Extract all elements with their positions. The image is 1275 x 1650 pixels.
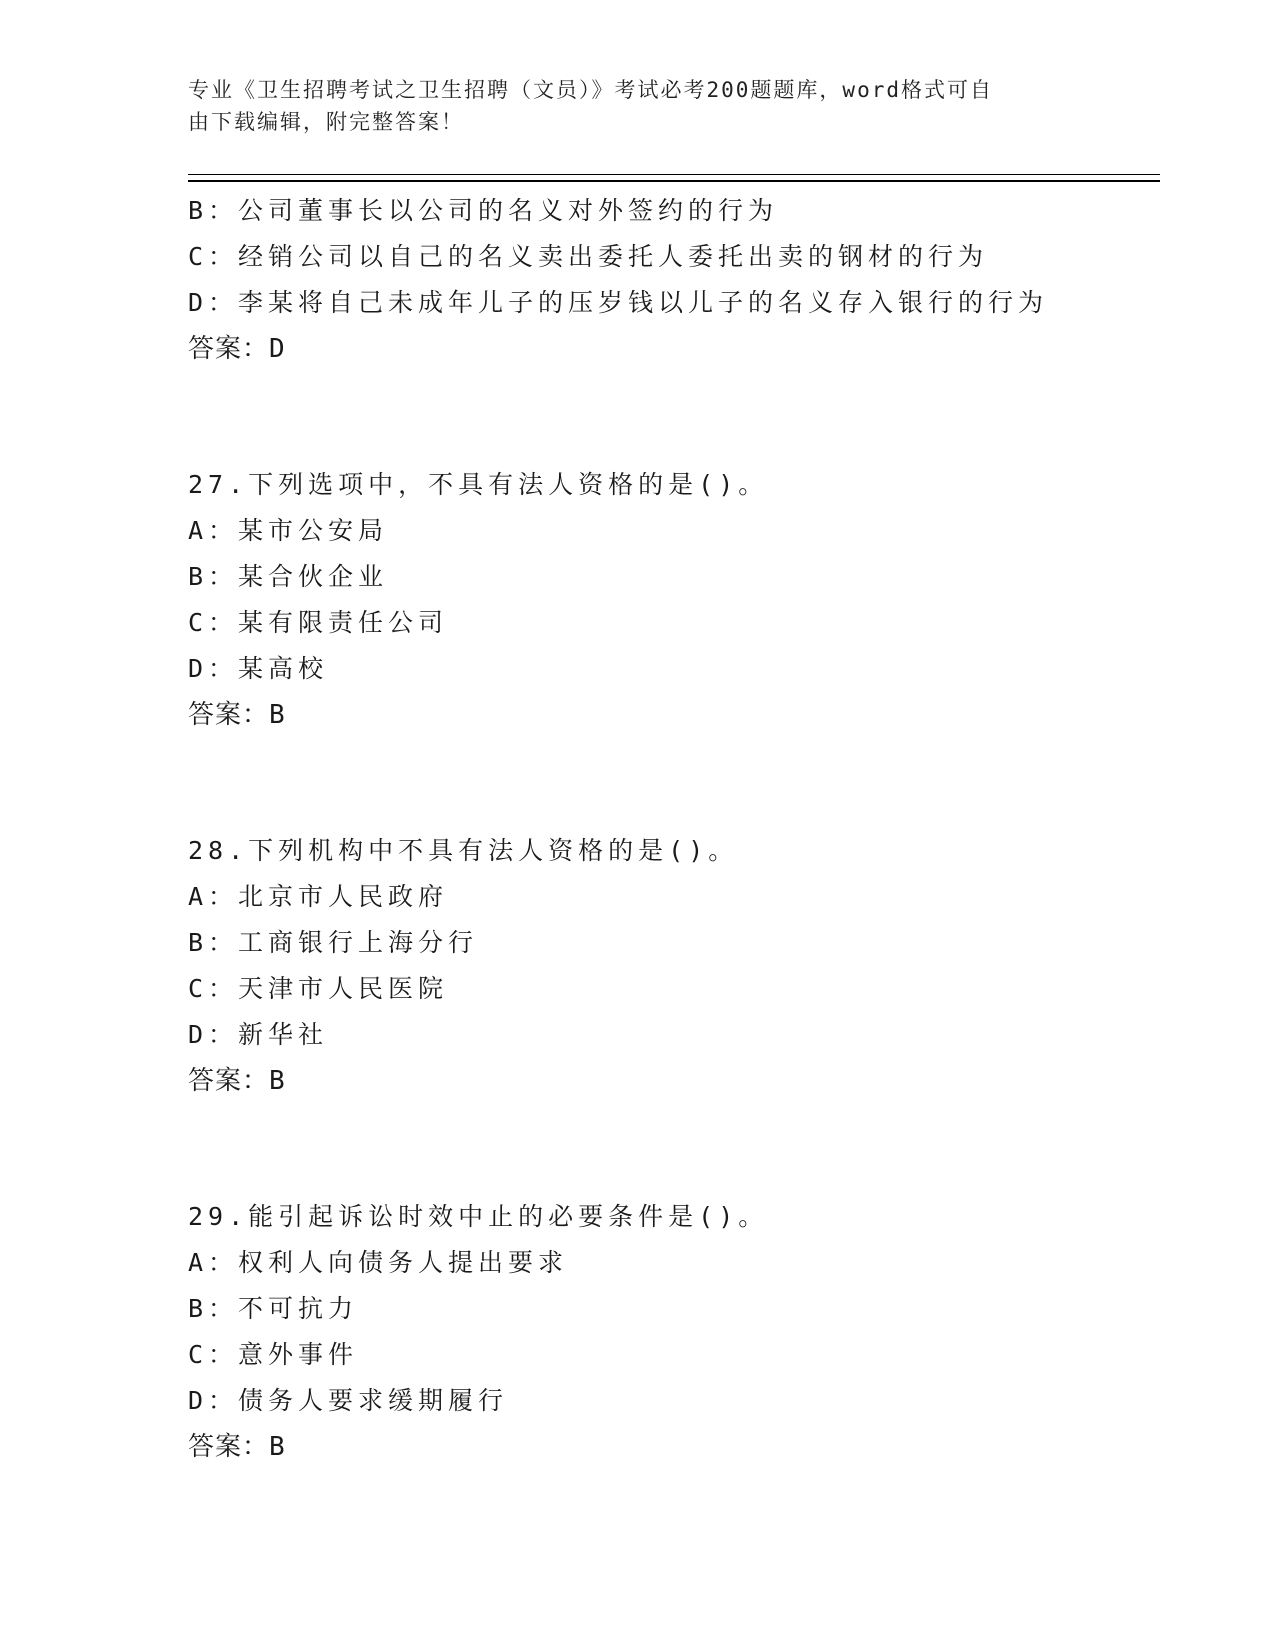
question-stem: 27.下列选项中，不具有法人资格的是()。	[188, 470, 769, 499]
question-stem: 28.下列机构中不具有法人资格的是()。	[188, 836, 739, 865]
option-c: C：意外事件	[188, 1340, 359, 1369]
question-block-28	[188, 828, 1148, 1104]
option-b: B：公司董事长以公司的名义对外签约的行为	[188, 196, 779, 225]
answer-line: 答案：B	[188, 700, 286, 730]
option-a: A：权利人向债务人提出要求	[188, 1248, 569, 1277]
spacer	[188, 1104, 1148, 1194]
option-c: C：天津市人民医院	[188, 974, 449, 1003]
document-header	[188, 74, 1068, 138]
option-c: C：某有限责任公司	[188, 608, 449, 637]
header-divider-thin	[188, 174, 1160, 175]
option-b: B：某合伙企业	[188, 562, 389, 591]
option-b: B：工商银行上海分行	[188, 928, 479, 957]
answer-line: 答案：B	[188, 1066, 286, 1096]
question-block-29	[188, 1194, 1148, 1470]
question-block-27	[188, 462, 1148, 738]
answer-line: 答案：B	[188, 1432, 286, 1462]
question-list	[188, 188, 1148, 1470]
spacer	[188, 738, 1148, 828]
option-d: D：新华社	[188, 1020, 329, 1049]
header-divider-thick	[188, 180, 1160, 182]
option-a: A：某市公安局	[188, 516, 389, 545]
option-b: B：不可抗力	[188, 1294, 359, 1323]
question-block-26	[188, 188, 1148, 372]
answer-line: 答案：D	[188, 334, 286, 364]
option-d: D：债务人要求缓期履行	[188, 1386, 509, 1415]
question-stem: 29.能引起诉讼时效中止的必要条件是()。	[188, 1202, 769, 1231]
option-d: D：李某将自己未成年儿子的压岁钱以儿子的名义存入银行的行为	[188, 288, 1049, 317]
option-d: D：某高校	[188, 654, 329, 683]
header-title-line-1: 专业《卫生招聘考试之卫生招聘（文员）》考试必考200题题库，word格式可自	[188, 78, 993, 102]
header-title-line-2: 由下载编辑，附完整答案！	[188, 110, 464, 134]
option-a: A：北京市人民政府	[188, 882, 449, 911]
option-c: C：经销公司以自己的名义卖出委托人委托出卖的钢材的行为	[188, 242, 989, 271]
spacer	[188, 372, 1148, 462]
